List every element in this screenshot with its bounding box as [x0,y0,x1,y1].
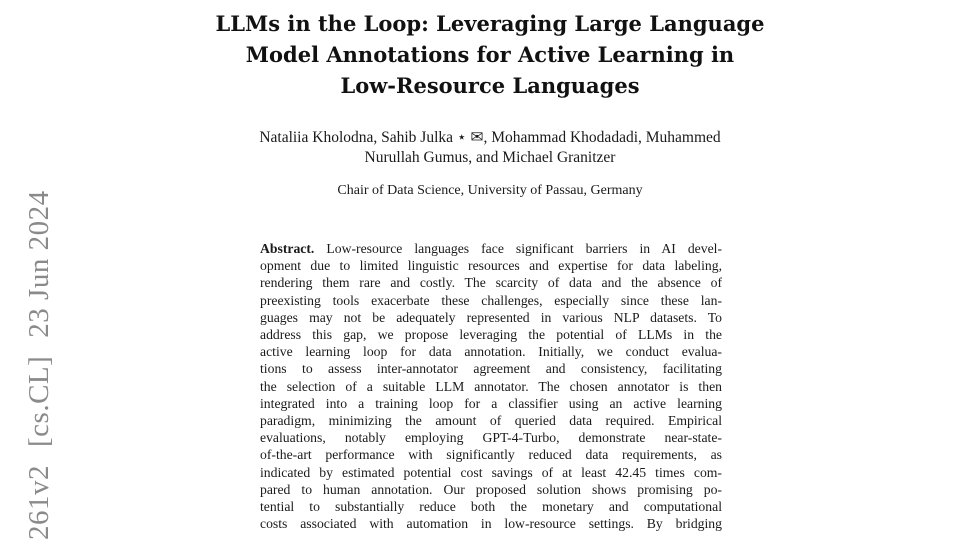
affiliation: Chair of Data Science, University of Passau, Germany [337,183,643,198]
abstract-line: pared to human annotation. Our proposed solution shows promising po- [260,481,722,497]
title-line: Low-Resource Languages [340,73,640,98]
abstract-line: integrated into a training loop for a classifier using an active learning [260,395,722,411]
abstract-line: active learning loop for data annotation. Initially, we conduct evalua- [260,344,722,360]
author-line: Nataliia Kholodna, Sahib Julka ⋆ ✉, Mohammad Khodadadi, Muhammed [259,129,721,146]
abstract-line: guages may not be adequately represented in various NLP datasets. To [260,309,722,325]
abstract-line: address this gap, we propose leveraging the potential of LLMs in the [260,327,722,343]
abstract-line: of-the-art performance with significantly reduced data requirements, as [260,447,722,463]
author-line: Nurullah Gumus, and Michael Granitzer [364,149,616,166]
title-line: LLMs in the Loop: Leveraging Large Language [215,11,765,36]
title-line: Model Annotations for Active Learning in [245,42,735,67]
arxiv-date: 23 Jun 2024 [23,190,55,338]
arxiv-id: 261v2 [23,465,55,540]
abstract-line: paradigm, minimizing the amount of queried data required. Empirical [260,413,722,429]
abstract-line: costs associated with automation in low-resource settings. By bridging [260,516,722,532]
abstract-label: Abstract. [260,241,315,256]
abstract-line: indicated by estimated potential cost savings of at least 42.45 times com- [260,464,722,480]
abstract [260,240,722,532]
abstract-line: evaluations, notably employing GPT-4-Turbo, demonstrate near-state- [260,430,722,446]
abstract-line: tions to assess inter-annotator agreement and consistency, facilitating [260,361,722,377]
abstract-line: rendering them rare and costly. The scarcity of data and the absence of [260,275,722,291]
abstract-line: the selection of a suitable LLM annotator. The chosen annotator is then [260,378,722,394]
abstract-line-text: Low-resource languages face significant barriers in AI devel- [326,241,723,256]
arxiv-stamp [22,172,56,540]
abstract-line [260,240,722,257]
abstract-line: preexisting tools exacerbate these challenges, especially since these lan- [260,292,722,308]
abstract-line: opment due to limited linguistic resources and expertise for data labeling, [260,258,722,274]
paper-title [160,8,820,101]
abstract-line: tential to substantially reduce both the monetary and computational [260,499,722,515]
arxiv-category: [cs.CL] [23,355,55,447]
author-list [160,128,820,168]
